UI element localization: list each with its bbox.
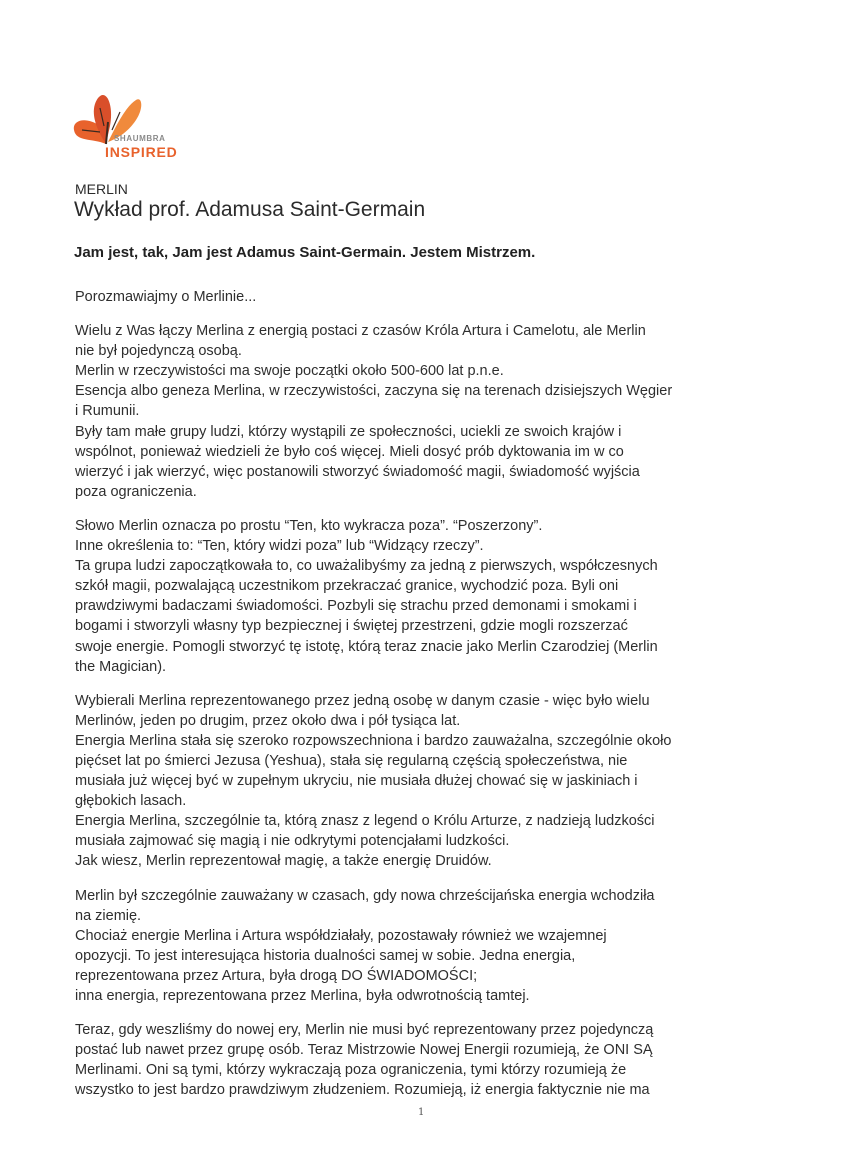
shaumbra-inspired-logo <box>70 86 190 166</box>
document-body <box>75 287 765 1114</box>
document-title: Wykład prof. Adamusa Saint-Germain <box>74 198 426 221</box>
paragraph: Wielu z Was łączy Merlina z energią postaci z czasów Króla Artura i Camelotu, ale Merlin nie był pojedynczą osobą. Merlin w rzeczywistości ma swoje początki około 500-600 lat p.n.e. Esencja albo geneza Merlina, w rzeczywistości, zaczyna się na terenach dzisiejszych Węgier i Rumunii. Były tam małe grupy ludzi, którzy wystąpili ze społeczności, uciekli ze swoich krajów i wspólnot, ponieważ wiedzieli że było coś więcej. Mieli dosyć prób dyktowania im w co wierzyć i jak wierzyć, więc postanowili stworzyć świadomość magii, świadomość wyjścia poza ograniczenia. <box>75 323 673 500</box>
logo-text-inspired: INSPIRED <box>105 144 178 160</box>
paragraph: Porozmawiajmy o Merlinie... <box>75 289 257 305</box>
intro-statement: Jam jest, tak, Jam jest Adamus Saint-Germain. Jestem Mistrzem. <box>74 244 536 261</box>
document-kicker: MERLIN <box>75 181 128 197</box>
paragraph: Teraz, gdy weszliśmy do nowej ery, Merlin nie musi być reprezentowany przez pojedynczą postać lub nawet przez grupę osób. Teraz Mistrzowie Nowej Energii rozumieją, że ONI SĄ Merlinami. Oni są tymi, którzy wykraczają poza ograniczenia, tymi którzy rozumieją że wszystko to jest bardzo prawdziwym złudzeniem. Rozumieją, iż energia faktycznie nie ma <box>75 1022 654 1099</box>
paragraph: Merlin był szczególnie zauważany w czasach, gdy nowa chrześcijańska energia wchodziła na ziemię. Chociaż energie Merlina i Artura współdziałały, pozostawały również we wzajemnej opozycji. To jest interesująca historia dualności samej w sobie. Jedna energia, reprezentowana przez Artura, była drogą DO ŚWIADOMOŚCI; inna energia, reprezentowana przez Merlina, była odwrotnością tamtej. <box>75 887 655 1004</box>
paragraph: Słowo Merlin oznacza po prostu “Ten, kto wykracza poza”. “Poszerzony”. Inne określenia to: “Ten, który widzi poza” lub “Widzący rzeczy”. Ta grupa ludzi zapoczątkowała to, co uważalibyśmy za jedną z pierwszych, współczesnych szkół magii, pozwalającą uczestnikom przekraczać granice, wychodzić poza. Byli oni prawdziwymi badaczami świadomości. Pozbyli się strachu przed demonami i smokami i bogami i stworzyli własny typ bezpiecznej i świętej przestrzeni, gdzie mogli rozszerzać swoje energie. Pomogli stworzyć tę istotę, którą teraz znacie jako Merlin Czarodziej (Merlin the Magician). <box>75 517 658 675</box>
logo-text-shaumbra: SHAUMBRA <box>114 134 166 143</box>
page-number: 1 <box>418 1107 425 1118</box>
paragraph: Wybierali Merlina reprezentowanego przez jedną osobę w danym czasie - więc było wielu Merlinów, jeden po drugim, przez około dwa i pół tysiąca lat. Energia Merlina stała się szeroko rozpowszechniona i bardzo zauważalna, szczególnie około pięćset lat po śmierci Jezusa (Yeshua), stała się regularną częścią społeczeństwa, nie musiała już więcej być w zupełnym ukryciu, nie musiała dłużej chować się w jaskiniach i głębokich lasach. Energia Merlina, szczególnie ta, którą znasz z legend o Królu Arturze, z nadzieją ludzkości musiała zajmować się magią i nie odkrytymi potencjałami ludzkości. Jak wiesz, Merlin reprezentował magię, a także energię Druidów. <box>75 692 672 870</box>
